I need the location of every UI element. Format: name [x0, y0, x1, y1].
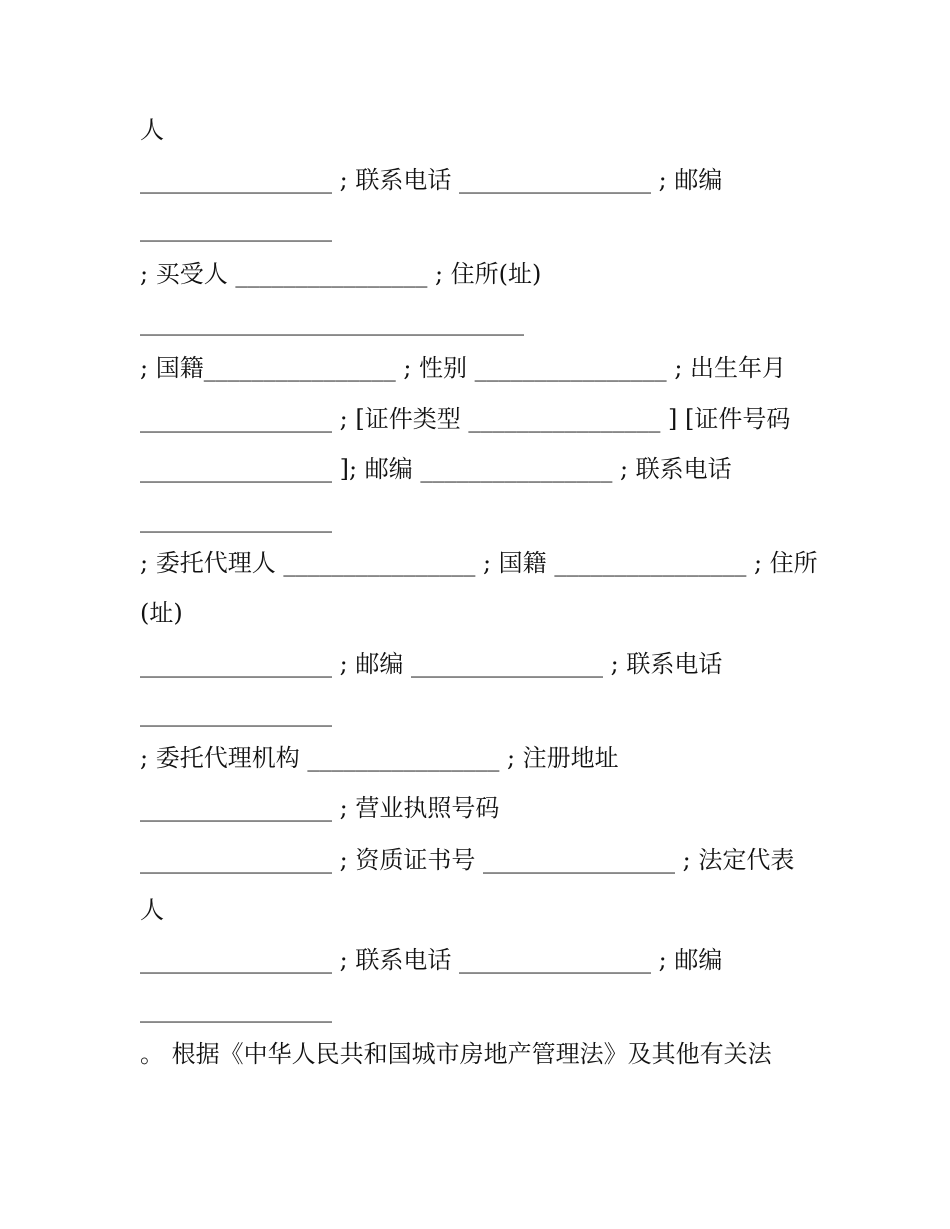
text-line: ; 国籍________________ ; 性别 ________________ ; 出生年月 [140, 354, 787, 382]
text-line: ________________ ; 联系电话 ________________ ; 邮编 [140, 166, 723, 194]
text-line: ________________ ; 资质证书号 ________________ ; 法定代表 [140, 846, 795, 874]
text-line: ________________ [140, 505, 332, 533]
text-line: ________________ ; 邮编 ________________ ; 联系电话 [140, 650, 723, 678]
text-line: ; 委托代理人 ________________ ; 国籍 ________________ ; 住所 [140, 549, 818, 577]
text-line: (址) [140, 599, 183, 627]
text-line: ________________ [140, 214, 332, 242]
text-line: ; 委托代理机构 ________________ ; 注册地址 [140, 744, 619, 772]
text-line: ________________ ; [证件类型 ________________ ] [证件号码 [140, 405, 791, 433]
text-line: ________________ ]; 邮编 ________________ ; 联系电话 [140, 455, 732, 483]
text-line: 人 [140, 896, 164, 924]
text-line: ________________ ; 联系电话 ________________ ; 邮编 [140, 946, 723, 974]
text-line: 。 根据《中华人民共和国城市房地产管理法》及其他有关法 [140, 1040, 772, 1068]
text-line: ; 买受人 ________________ ; 住所(址) [140, 260, 542, 288]
text-line: 人 [140, 116, 164, 144]
text-line: ________________________________ [140, 308, 524, 336]
text-line: ________________ [140, 699, 332, 727]
text-line: ________________ ; 营业执照号码 [140, 794, 500, 822]
text-line: ________________ [140, 995, 332, 1023]
